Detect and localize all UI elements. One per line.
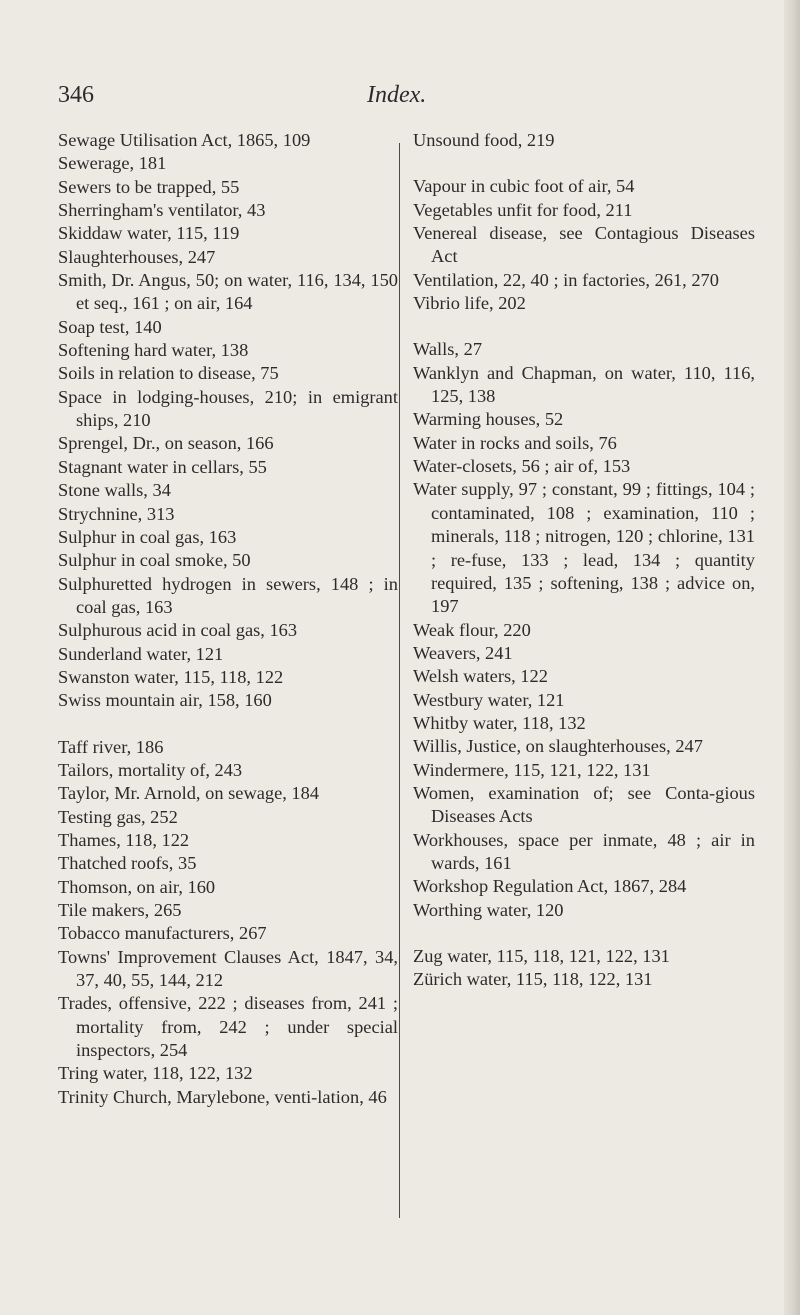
index-entry: Weak flour, 220: [413, 619, 531, 640]
index-entry: Tring water, 118, 122, 132: [58, 1063, 253, 1084]
index-entry: Swiss mountain air, 158, 160: [58, 690, 272, 711]
index-entry: Welsh waters, 122: [413, 666, 548, 687]
index-entry: Sulphur in coal smoke, 50: [58, 550, 251, 571]
index-entry: Tile makers, 265: [58, 900, 182, 920]
page-number: 346: [58, 82, 94, 108]
index-entry: Sherringham's ventilator, 43: [58, 200, 266, 221]
page-header: [0, 82, 800, 116]
index-entry: Trinity Church, Marylebone, venti-lation, 46: [58, 1086, 387, 1107]
index-entry: Zürich water, 115, 118, 122, 131: [413, 969, 653, 990]
index-column-right: [413, 129, 755, 992]
index-entry: Westbury water, 121: [413, 689, 565, 710]
index-entry: Women, examination of; see Conta-gious Diseases Acts: [413, 782, 755, 827]
index-entry: Sulphurous acid in coal gas, 163: [58, 620, 298, 641]
index-entry: Warming houses, 52: [413, 409, 564, 430]
index-entry: Water supply, 97 ; constant, 99 ; fittings, 104 ; contaminated, 108 ; examination, 110 ; minerals, 118 ; nitrogen, 120 ; chlorine, 131 ; re-fuse, 133 ; lead, 134 ; quantity required, 135 ; softening, 138 ; advice on, 197: [413, 479, 755, 617]
index-entry: Zug water, 115, 118, 121, 122, 131: [413, 946, 670, 966]
index-entry: Thatched roofs, 35: [58, 853, 197, 874]
index-entry: Windermere, 115, 121, 122, 131: [413, 759, 651, 780]
page-edge-shadow: [784, 0, 800, 1315]
index-entry: Taff river, 186: [58, 736, 164, 757]
index-entry: Walls, 27: [413, 339, 483, 360]
index-entry: Thames, 118, 122: [58, 829, 190, 850]
index-entry: Thomson, on air, 160: [58, 876, 216, 897]
index-entry: Sprengel, Dr., on season, 166: [58, 433, 274, 454]
index-entry: Venereal disease, see Contagious Diseases Act: [413, 223, 755, 267]
index-entry: Stagnant water in cellars, 55: [58, 456, 267, 477]
index-entry: Sulphur in coal gas, 163: [58, 526, 237, 547]
index-entry: Sewage Utilisation Act, 1865, 109: [58, 130, 311, 150]
letter-section-gap: [413, 152, 755, 175]
index-entry: Vapour in cubic foot of air, 54: [413, 176, 635, 197]
index-entry: Water in rocks and soils, 76: [413, 432, 617, 453]
index-column-left: [58, 129, 398, 1109]
index-entry: Taylor, Mr. Arnold, on sewage, 184: [58, 783, 320, 804]
index-entry: Water-closets, 56 ; air of, 153: [413, 456, 631, 477]
letter-section-gap: [58, 713, 398, 736]
index-entry: Sewerage, 181: [58, 153, 167, 174]
index-entry: Tailors, mortality of, 243: [58, 759, 243, 780]
index-entry: Tobacco manufacturers, 267: [58, 923, 267, 944]
index-entry: Wanklyn and Chapman, on water, 110, 116, 125, 138: [413, 362, 755, 407]
index-entry: Smith, Dr. Angus, 50; on water, 116, 134, 150 et seq., 161 ; on air, 164: [58, 270, 398, 314]
index-entry: Weavers, 241: [413, 642, 513, 663]
index-entry: Soils in relation to disease, 75: [58, 363, 279, 384]
index-entry: Swanston water, 115, 118, 122: [58, 666, 284, 687]
index-entry: Softening hard water, 138: [58, 340, 249, 361]
index-entry: Sewers to be trapped, 55: [58, 176, 240, 197]
index-entry: Soap test, 140: [58, 316, 162, 337]
index-entry: Strychnine, 313: [58, 503, 175, 524]
index-entry: Whitby water, 118, 132: [413, 712, 586, 733]
index-entry: Workhouses, space per inmate, 48 ; air in wards, 161: [413, 829, 755, 873]
letter-section-gap: [413, 922, 755, 945]
index-entry: Slaughterhouses, 247: [58, 246, 216, 267]
index-entry: Skiddaw water, 115, 119: [58, 223, 240, 244]
index-entry: Sulphuretted hydrogen in sewers, 148 ; in coal gas, 163: [58, 573, 398, 617]
index-entry: Stone walls, 34: [58, 480, 171, 501]
index-entry: Space in lodging-houses, 210; in emigrant ships, 210: [58, 386, 398, 431]
index-entry: Towns' Improvement Clauses Act, 1847, 34, 37, 40, 55, 144, 212: [58, 946, 398, 991]
column-divider: [399, 143, 400, 1218]
letter-section-gap: [413, 315, 755, 338]
index-entry: Worthing water, 120: [413, 899, 564, 920]
running-title: Index.: [367, 82, 427, 108]
index-entry: Willis, Justice, on slaughterhouses, 247: [413, 736, 703, 757]
index-entry: Ventilation, 22, 40 ; in factories, 261, 270: [413, 269, 719, 290]
index-entry: Unsound food, 219: [413, 130, 555, 150]
index-entry: Testing gas, 252: [58, 806, 178, 827]
index-entry: Trades, offensive, 222 ; diseases from, 241 ; mortality from, 242 ; under special inspectors, 254: [58, 993, 398, 1061]
index-entry: Sunderland water, 121: [58, 643, 224, 664]
index-entry: Workshop Regulation Act, 1867, 284: [413, 876, 687, 897]
index-entry: Vibrio life, 202: [413, 293, 526, 314]
index-entry: Vegetables unfit for food, 211: [413, 199, 633, 220]
